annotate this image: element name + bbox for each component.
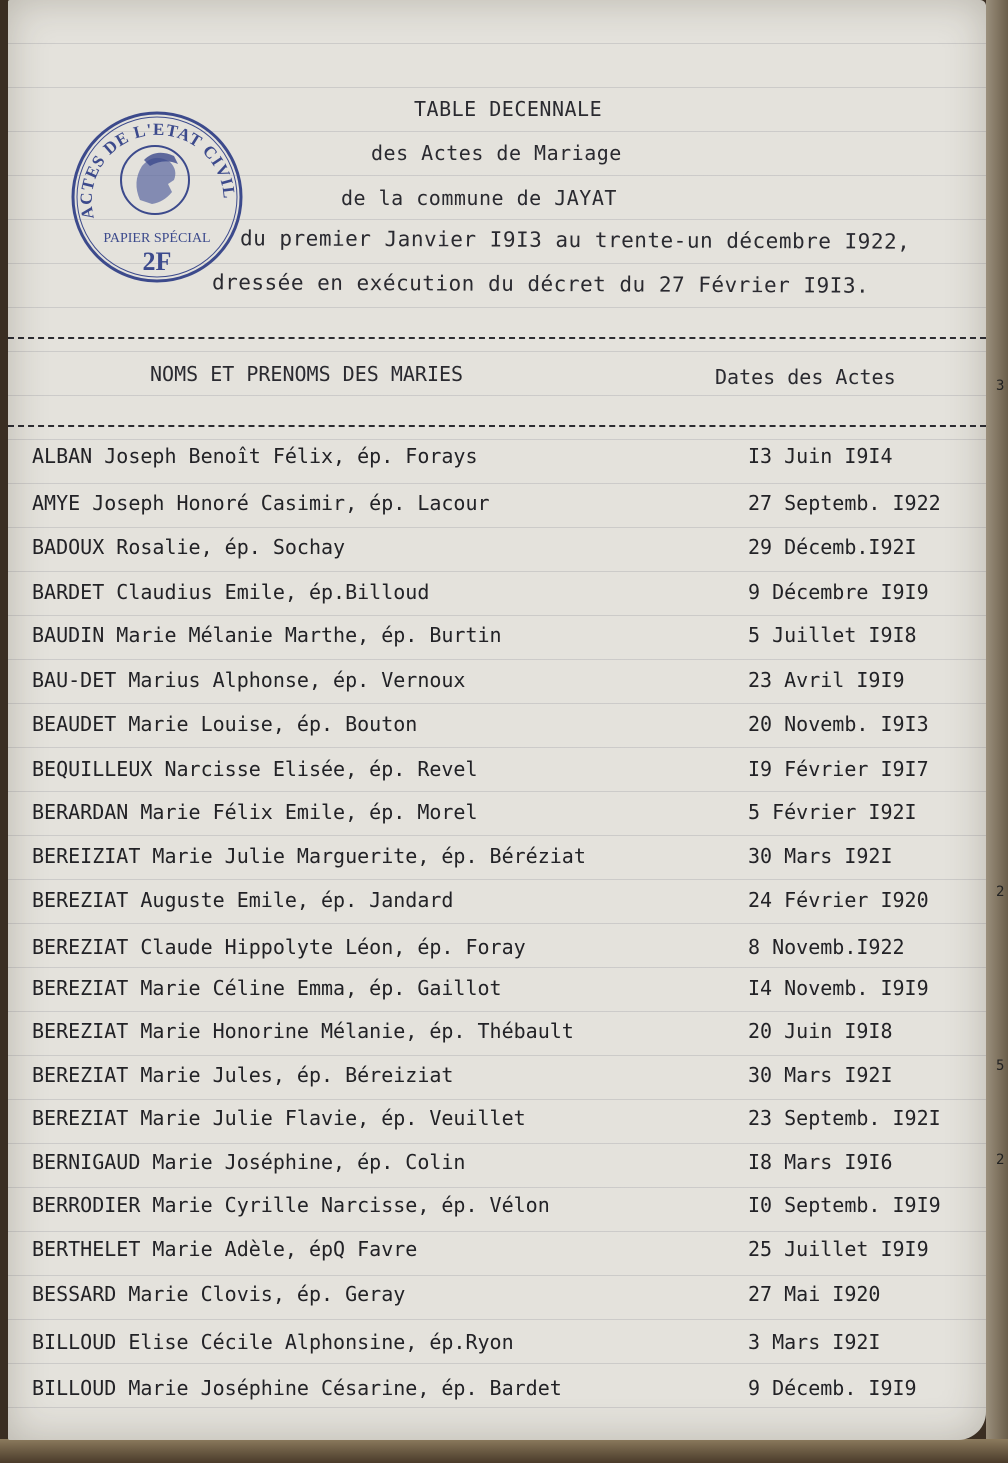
act-date: 3 Mars I92I xyxy=(748,1330,881,1354)
dates-column-header: Dates des Actes xyxy=(715,365,896,389)
act-date: 25 Juillet I9I9 xyxy=(748,1237,929,1261)
entry-row xyxy=(8,535,986,575)
act-date: 29 Décemb.I92I xyxy=(748,535,917,559)
act-date: 23 Septemb. I92I xyxy=(748,1106,941,1130)
header-rule-bottom xyxy=(8,425,986,427)
entry-row xyxy=(8,712,986,752)
act-date: 9 Décemb. I9I9 xyxy=(748,1376,917,1400)
spouse-names: BESSARD Marie Clovis, ép. Geray xyxy=(32,1282,406,1306)
spouse-names: BEAUDET Marie Louise, ép. Bouton xyxy=(32,712,418,736)
spouse-names: BERRODIER Marie Cyrille Narcisse, ép. Vélon xyxy=(32,1193,550,1217)
entry-row xyxy=(8,757,986,797)
header-rule-top xyxy=(8,337,986,339)
act-date: 20 Juin I9I8 xyxy=(748,1019,893,1043)
margin-mark: 5 xyxy=(996,1058,1005,1074)
act-date: 9 Décembre I9I9 xyxy=(748,580,929,604)
margin-mark: 3 xyxy=(996,378,1005,394)
spouse-names: BEREZIAT Marie Julie Flavie, ép. Veuillet xyxy=(32,1106,526,1130)
spouse-names: BEREZIAT Claude Hippolyte Léon, ép. Foray xyxy=(32,935,526,959)
spouse-names: ALBAN Joseph Benoît Félix, ép. Forays xyxy=(32,444,478,468)
spouse-names: BEQUILLEUX Narcisse Elisée, ép. Revel xyxy=(32,757,478,781)
entry-row xyxy=(8,1150,986,1190)
stamp-label: PAPIER SPÉCIAL xyxy=(103,231,211,246)
entry-row xyxy=(8,580,986,620)
spouse-names: BEREZIAT Marie Jules, ép. Béreiziat xyxy=(32,1063,454,1087)
names-column-header: NOMS ET PRENOMS DES MARIES xyxy=(150,362,464,386)
entry-row xyxy=(8,668,986,708)
title-line-1: TABLE DECENNALE xyxy=(414,97,603,121)
spouse-names: BEREIZIAT Marie Julie Marguerite, ép. Béréziat xyxy=(32,844,586,868)
stamp-ring-text: ACTES DE L'ETAT CIVIL xyxy=(76,119,239,221)
register-page xyxy=(8,0,1005,1440)
spouse-names: BEREZIAT Auguste Emile, ép. Jandard xyxy=(32,888,454,912)
spouse-names: BAUDIN Marie Mélanie Marthe, ép. Burtin xyxy=(32,623,502,647)
spouse-names: BARDET Claudius Emile, ép.Billoud xyxy=(32,580,430,604)
entry-row xyxy=(8,1019,986,1059)
spouse-names: BILLOUD Elise Cécile Alphonsine, ép.Ryon xyxy=(32,1330,514,1354)
act-date: 30 Mars I92I xyxy=(748,844,893,868)
margin-mark: 2 xyxy=(996,1152,1005,1168)
entry-row xyxy=(8,1282,986,1322)
entry-row xyxy=(8,800,986,840)
spouse-names: BERTHELET Marie Adèle, épQ Favre xyxy=(32,1237,418,1261)
act-date: 8 Novemb.I922 xyxy=(748,935,905,959)
act-date: I8 Mars I9I6 xyxy=(748,1150,893,1174)
act-date: 20 Novemb. I9I3 xyxy=(748,712,929,736)
spouse-names: BILLOUD Marie Joséphine Césarine, ép. Bardet xyxy=(32,1376,562,1400)
act-date: I0 Septemb. I9I9 xyxy=(748,1193,941,1217)
entry-row xyxy=(8,935,986,975)
title-line-5: dressée en exécution du décret du 27 Février I9I3. xyxy=(211,270,870,298)
act-date: 30 Mars I92I xyxy=(748,1063,893,1087)
spouse-names: BAU-DET Marius Alphonse, ép. Vernoux xyxy=(32,668,466,692)
entry-row xyxy=(8,1330,986,1370)
entry-row xyxy=(8,491,986,531)
act-date: I4 Novemb. I9I9 xyxy=(748,976,929,1000)
stamp-price: 2F xyxy=(142,247,172,276)
entry-row xyxy=(8,1106,986,1146)
act-date: 23 Avril I9I9 xyxy=(748,668,905,692)
margin-mark: 2 xyxy=(996,884,1005,900)
spouse-names: BEREZIAT Marie Honorine Mélanie, ép. Thébault xyxy=(32,1019,574,1043)
entry-row xyxy=(8,888,986,928)
act-date: 5 Février I92I xyxy=(748,800,917,824)
entry-row xyxy=(8,623,986,663)
act-date: 27 Septemb. I922 xyxy=(748,491,941,515)
entry-row xyxy=(8,844,986,884)
entry-row xyxy=(8,976,986,1016)
entry-row xyxy=(8,444,986,484)
title-line-3: de la commune de JAYAT xyxy=(341,186,617,210)
spouse-names: BERARDAN Marie Félix Emile, ép. Morel xyxy=(32,800,478,824)
title-line-4: du premier Janvier I9I3 au trente-un décembre I922, xyxy=(239,226,911,254)
entry-row xyxy=(8,1063,986,1103)
title-line-2: des Actes de Mariage xyxy=(371,141,622,165)
act-date: 5 Juillet I9I8 xyxy=(748,623,917,647)
act-date: I9 Février I9I7 xyxy=(748,757,929,781)
entry-row xyxy=(8,1193,986,1233)
act-date: 24 Février I920 xyxy=(748,888,929,912)
papier-special-stamp xyxy=(66,108,248,286)
act-date: 27 Mai I920 xyxy=(748,1282,881,1306)
spouse-names: AMYE Joseph Honoré Casimir, ép. Lacour xyxy=(32,491,490,515)
act-date: I3 Juin I9I4 xyxy=(748,444,893,468)
spouse-names: BERNIGAUD Marie Joséphine, ép. Colin xyxy=(32,1150,466,1174)
entry-row xyxy=(8,1237,986,1277)
spouse-names: BEREZIAT Marie Céline Emma, ép. Gaillot xyxy=(32,976,502,1000)
spouse-names: BADOUX Rosalie, ép. Sochay xyxy=(32,535,346,559)
book-edge-bottom xyxy=(0,1439,1008,1463)
book-edge-right xyxy=(986,0,1008,1463)
entry-row xyxy=(8,1376,986,1416)
